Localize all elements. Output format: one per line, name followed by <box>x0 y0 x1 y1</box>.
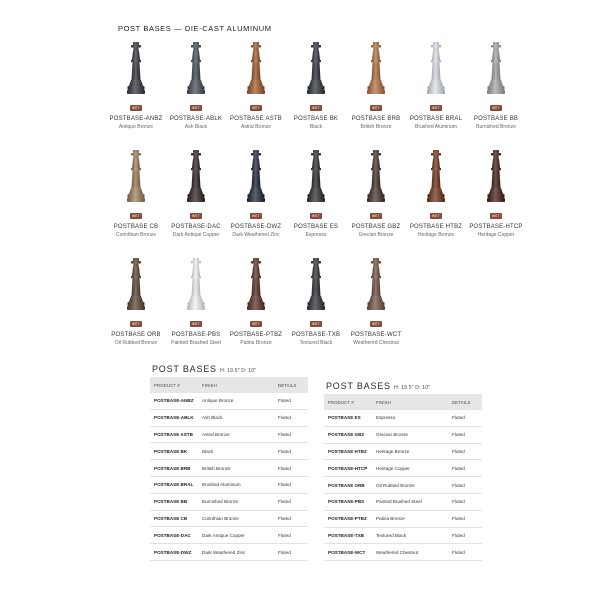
product-code-cell: POSTBASE-HTCP <box>328 465 368 471</box>
post-finish: Ash Black <box>184 124 208 130</box>
post-code: POSTBASE BB <box>473 116 519 122</box>
post-base-image <box>364 42 388 96</box>
wet-badge: WET <box>310 105 323 110</box>
post-code: POSTBASE-ANBZ <box>109 116 163 122</box>
post-base-image <box>424 42 448 96</box>
post-finish: Grecian Bronze <box>358 232 394 238</box>
details-cell: Fluted <box>278 398 291 404</box>
post-code: POSTBASE-ABLK <box>169 116 223 122</box>
table-title-text: POST BASES <box>326 381 391 391</box>
product-code-cell: POSTBASE BK <box>154 448 188 454</box>
finish-cell: British Bronze <box>202 465 231 471</box>
post-base-item <box>403 42 469 130</box>
post-finish: Oil Rubbed Bronze <box>114 340 158 346</box>
post-finish: Weathered Chestnut <box>353 340 399 346</box>
post-base-item <box>163 150 229 238</box>
post-finish: British Bronze <box>360 124 392 130</box>
post-base-item <box>103 150 169 238</box>
finish-cell: Burnished Bronze <box>202 499 239 505</box>
wet-badge: WET <box>490 105 503 110</box>
post-code: POSTBASE-DAC <box>171 224 221 230</box>
post-base-image <box>244 42 268 96</box>
post-base-image <box>184 150 208 204</box>
product-code-cell: POSTBASE-DWZ <box>154 549 192 555</box>
post-base-image <box>424 150 448 204</box>
details-cell: Fluted <box>278 465 291 471</box>
post-base-item <box>343 150 409 238</box>
column-header: PRODUCT # <box>154 382 180 388</box>
details-cell: Fluted <box>278 515 291 521</box>
post-base-item <box>223 258 289 346</box>
product-table-right <box>324 394 482 561</box>
post-base-image <box>304 258 328 312</box>
post-base-image <box>124 42 148 96</box>
finish-cell: Painted Brushed Steel <box>376 499 422 505</box>
product-code-cell: POSTBASE-PTBZ <box>328 516 367 522</box>
details-cell: Fluted <box>452 465 465 471</box>
column-header: DETAILS <box>278 382 297 388</box>
table-title-text: POST BASES <box>152 364 217 374</box>
wet-badge: WET <box>310 321 323 326</box>
wet-badge: WET <box>430 213 443 218</box>
details-cell: Fluted <box>452 532 465 538</box>
table-row <box>150 443 308 460</box>
post-base-item <box>403 150 469 238</box>
product-code-cell: POSTBASE-DAC <box>154 532 191 538</box>
post-finish: Patina Bronze <box>240 340 272 346</box>
table-header <box>150 377 308 393</box>
post-code: POSTBASE-PBS <box>171 332 221 338</box>
table-row <box>324 460 482 477</box>
product-code-cell: POSTBASE BB <box>154 499 188 505</box>
post-finish: Painted Brushed Steel <box>171 340 221 346</box>
table-row <box>324 511 482 528</box>
details-cell: Fluted <box>452 499 465 505</box>
wet-badge: WET <box>430 105 443 110</box>
wet-badge: WET <box>190 321 203 326</box>
product-code-cell: POSTBASE GBZ <box>328 432 365 438</box>
finish-cell: Oil Rubbed Bronze <box>376 482 415 488</box>
product-code-cell: POSTBASE CB <box>154 515 188 521</box>
column-header: FINISH <box>376 399 391 405</box>
column-header: PRODUCT # <box>328 399 354 405</box>
finish-cell: Brushed Aluminum <box>202 482 241 488</box>
finish-cell: Textured Black <box>376 532 407 538</box>
post-base-item <box>463 42 529 130</box>
post-base-image <box>124 258 148 312</box>
post-base-item <box>283 150 349 238</box>
post-base-image <box>484 150 508 204</box>
product-code-cell: POSTBASE-ABLK <box>154 415 194 421</box>
table-row <box>324 410 482 427</box>
post-base-item <box>223 150 289 238</box>
table-header <box>324 394 482 410</box>
table-row <box>324 528 482 545</box>
post-base-image <box>184 258 208 312</box>
column-header: DETAILS <box>452 399 471 405</box>
table-row <box>150 544 308 561</box>
wet-badge: WET <box>370 105 383 110</box>
post-finish: Dark Antique Copper <box>172 232 220 238</box>
wet-badge: WET <box>370 213 383 218</box>
post-finish: Burnished Bronze <box>476 124 516 130</box>
product-code-cell: POSTBASE ORB <box>328 482 365 488</box>
post-finish: Corinthian Bronze <box>115 232 157 238</box>
product-code-cell: POSTBASE HTBZ <box>328 448 367 454</box>
table-row <box>324 477 482 494</box>
post-code: POSTBASE ASTB <box>230 116 282 122</box>
table-row <box>324 494 482 511</box>
post-code: POSTBASE-TXB <box>291 332 341 338</box>
product-code-cell: POSTBASE-ANBZ <box>154 398 194 404</box>
table-row <box>324 427 482 444</box>
finish-cell: Corinthian Bronze <box>202 515 239 521</box>
post-code: POSTBASE-PTBZ <box>229 332 283 338</box>
post-finish: Black <box>309 124 323 130</box>
table-row <box>150 511 308 528</box>
table-dimensions: H: 19.5" D: 10" <box>220 368 257 374</box>
wet-badge: WET <box>370 321 383 326</box>
post-base-image <box>184 42 208 96</box>
product-code-cell: POSTBASE-WCT <box>328 549 366 555</box>
wet-badge: WET <box>250 105 263 110</box>
post-finish: Heritage Copper <box>477 232 515 238</box>
wet-badge: WET <box>490 213 503 218</box>
details-cell: Fluted <box>452 415 465 421</box>
wet-badge: WET <box>130 105 143 110</box>
table-row <box>150 393 308 410</box>
table-row <box>150 494 308 511</box>
post-code: POSTBASE-DWZ <box>230 224 282 230</box>
finish-cell: Antique Bronze <box>202 398 234 404</box>
finish-cell: Heritage Bronze <box>376 448 410 454</box>
post-base-item <box>463 150 529 238</box>
post-finish: Textured Black <box>299 340 333 346</box>
details-cell: Fluted <box>278 415 291 421</box>
details-cell: Fluted <box>278 532 291 538</box>
post-base-image <box>304 42 328 96</box>
table-row <box>150 527 308 544</box>
post-code: POSTBASE BK <box>293 116 339 122</box>
post-base-image <box>364 150 388 204</box>
table-row <box>324 444 482 461</box>
finish-cell: Heritage Copper <box>376 465 410 471</box>
post-finish: Antique Bronze <box>118 124 154 130</box>
finish-cell: Ash Black <box>202 415 223 421</box>
post-base-item <box>103 258 169 346</box>
table-title-left <box>152 364 256 374</box>
post-base-item <box>343 258 409 346</box>
finish-cell: Black <box>202 448 214 454</box>
post-finish: Brushed Aluminum <box>415 124 457 130</box>
post-base-item <box>103 42 169 130</box>
product-code-cell: POSTBASE BRB <box>154 465 191 471</box>
wet-badge: WET <box>130 321 143 326</box>
details-cell: Fluted <box>452 432 465 438</box>
post-base-item <box>223 42 289 130</box>
post-finish: Dark Weathered Zinc <box>232 232 280 238</box>
post-base-image <box>244 258 268 312</box>
table-row <box>150 410 308 427</box>
post-base-item <box>163 258 229 346</box>
post-base-image <box>484 42 508 96</box>
product-code-cell: POSTBASE-PBS <box>328 499 365 505</box>
post-base-image <box>304 150 328 204</box>
product-code-cell: POSTBASE ASTB <box>154 431 193 437</box>
post-base-item <box>343 42 409 130</box>
post-code: POSTBASE ES <box>293 224 339 230</box>
details-cell: Fluted <box>452 549 465 555</box>
details-cell: Fluted <box>278 499 291 505</box>
column-header: FINISH <box>202 382 217 388</box>
post-finish: Heritage Bronze <box>417 232 455 238</box>
post-base-item <box>283 258 349 346</box>
details-cell: Fluted <box>452 516 465 522</box>
finish-cell: Dark Antique Copper <box>202 532 245 538</box>
finish-cell: Patina Bronze <box>376 516 405 522</box>
post-code: POSTBASE BRB <box>351 116 401 122</box>
finish-cell: Weathered Chestnut <box>376 549 419 555</box>
details-cell: Fluted <box>452 482 465 488</box>
product-code-cell: POSTBASE BRAL <box>154 482 194 488</box>
finish-cell: Dark Weathered Zinc <box>202 549 246 555</box>
product-code-cell: POSTBASE ES <box>328 415 361 421</box>
post-base-image <box>244 150 268 204</box>
details-cell: Fluted <box>278 448 291 454</box>
post-base-item <box>163 42 229 130</box>
wet-badge: WET <box>250 213 263 218</box>
post-code: POSTBASE HTBZ <box>409 224 463 230</box>
table-row <box>150 477 308 494</box>
wet-badge: WET <box>190 105 203 110</box>
post-code: POSTBASE-HTCP <box>469 224 523 230</box>
post-code: POSTBASE BRAL <box>409 116 463 122</box>
finish-cell: Astral Bronze <box>202 431 230 437</box>
table-row <box>150 460 308 477</box>
product-table-left <box>150 377 308 561</box>
section-title: POST BASES — DIE-CAST ALUMINUM <box>118 24 272 33</box>
details-cell: Fluted <box>278 549 291 555</box>
wet-badge: WET <box>190 213 203 218</box>
wet-badge: WET <box>130 213 143 218</box>
finish-cell: Espresso <box>376 415 396 421</box>
post-finish: Astral Bronze <box>240 124 271 130</box>
post-code: POSTBASE GBZ <box>351 224 401 230</box>
post-base-item <box>283 42 349 130</box>
post-code: POSTBASE-WCT <box>350 332 402 338</box>
details-cell: Fluted <box>278 431 291 437</box>
table-title-right <box>326 381 430 391</box>
post-code: POSTBASE ORB <box>111 332 161 338</box>
post-base-image <box>124 150 148 204</box>
table-row <box>150 427 308 444</box>
product-code-cell: POSTBASE-TXB <box>328 532 364 538</box>
finish-cell: Grecian Bronze <box>376 432 408 438</box>
wet-badge: WET <box>250 321 263 326</box>
table-dimensions: H: 19.5" D: 10" <box>394 385 431 391</box>
post-base-image <box>364 258 388 312</box>
details-cell: Fluted <box>278 482 291 488</box>
post-code: POSTBASE CB <box>113 224 159 230</box>
details-cell: Fluted <box>452 448 465 454</box>
wet-badge: WET <box>310 213 323 218</box>
post-finish: Espresso <box>305 232 327 238</box>
table-row <box>324 544 482 561</box>
